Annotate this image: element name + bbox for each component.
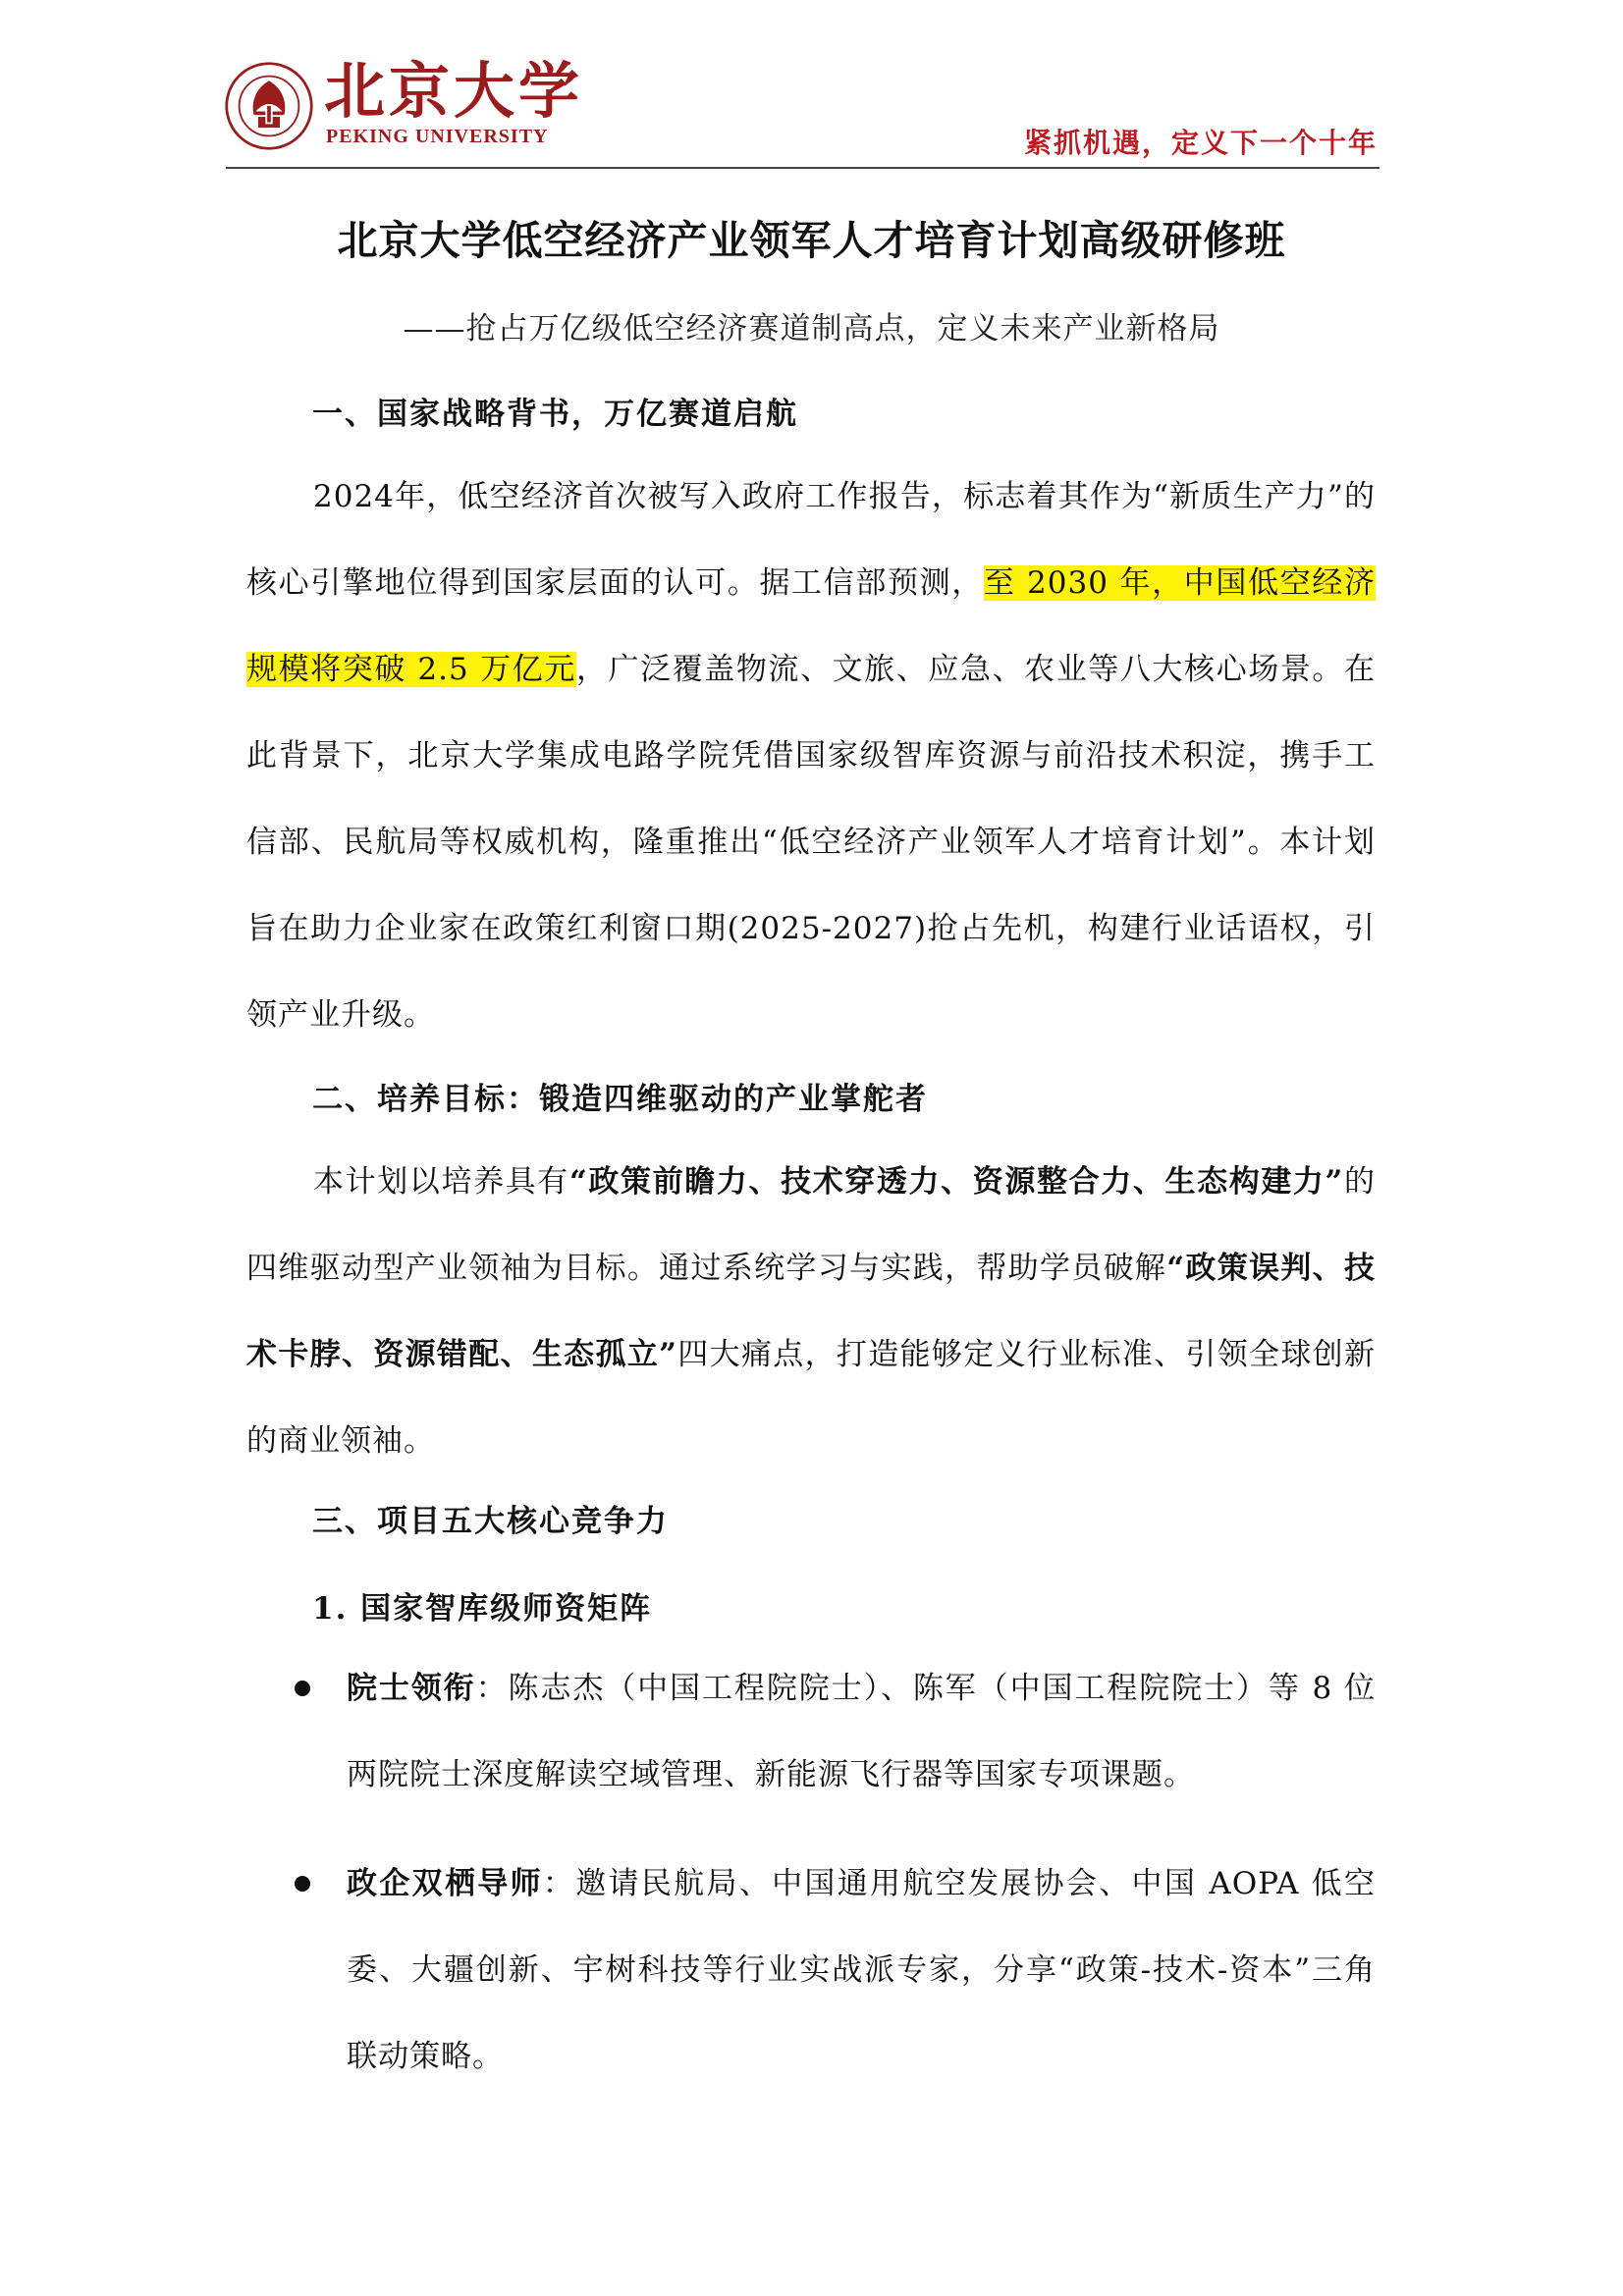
section2-text-a: 本计划以培养具有 (313, 1164, 569, 1200)
section1-heading: 一、国家战略背书，万亿赛道启航 (312, 397, 798, 432)
university-seal-icon (224, 61, 314, 151)
section2-bold-2: “政策误判、技术卡脖、资源错配、生态孤立” (246, 1251, 1376, 1372)
bullet-item-1 (347, 1645, 1376, 1818)
bullet-dot-icon (295, 1681, 310, 1696)
section2-bold-1: “政策前瞻力、技术穿透力、资源整合力、生态构建力” (568, 1164, 1344, 1200)
header-slogan: 紧抓机遇，定义下一个十年 (1023, 127, 1378, 159)
logo-english-name: PEKING UNIVERSITY (326, 126, 549, 147)
section2-text-c: 四大痛点，打造能够定义行业标准、引领全球创新的商业领袖。 (246, 1337, 1376, 1459)
document-subtitle: ——抢占万亿级低空经济赛道制高点，定义未来产业新格局 (403, 311, 1220, 347)
bullet-item-2 (347, 1841, 1376, 2100)
bullet-dot-icon (295, 1876, 310, 1892)
section1-highlight: 至 2030 年，中国低空经济规模将突破 2.5 万亿元 (246, 565, 1376, 687)
bullet-1-label: 院士领衔 (347, 1671, 476, 1706)
section1-text-a: 2024年，低空经济首次被写入政府工作报告，标志着其作为“新质生产力”的核心引擎地位得到国家层面的认可。据工信部预测， (246, 479, 1376, 601)
section1-text-b: ，广泛覆盖物流、文旅、应急、农业等八大核心场景。在此背景下，北京大学集成电路学院凭借国家级智库资源与前沿技术积淀，携手工信部、民航局等权威机构，隆重推出“低空经济产业领军人才培育计划”。本计划旨在助力企业家在政策红利窗口期(2025-2027)抢占先机，构建行业话语权，引领产业升级。 (246, 652, 1376, 1033)
section2-text-b: 的四维驱动型产业领袖为目标。通过系统学习与实践，帮助学员破解 (246, 1164, 1377, 1286)
header-divider (226, 167, 1380, 169)
section3-heading: 三、项目五大核心竞争力 (312, 1504, 669, 1539)
section3-subheading-1: 1. 国家智库级师资矩阵 (312, 1591, 653, 1627)
logo-chinese-name: 北京大学 (324, 55, 584, 127)
page-header (0, 0, 1623, 172)
document-title: 北京大学低空经济产业领军人才培育计划高级研修班 (337, 217, 1286, 264)
bullet-2-label: 政企双栖导师 (347, 1866, 543, 1901)
bullet-1-text: ：陈志杰（中国工程院院士）、陈军（中国工程院院士）等 8 位两院院士深度解读空域管理、新能源飞行器等国家专项课题。 (347, 1671, 1376, 1792)
section2-heading: 二、培养目标：锻造四维驱动的产业掌舵者 (312, 1082, 928, 1117)
bullet-2-text: ：邀请民航局、中国通用航空发展协会、中国 AOPA 低空委、大疆创新、宇树科技等行业实战派专家，分享“政策-技术-资本”三角联动策略。 (347, 1866, 1376, 2074)
section1-paragraph (246, 454, 1376, 1058)
section2-paragraph (246, 1139, 1376, 1484)
